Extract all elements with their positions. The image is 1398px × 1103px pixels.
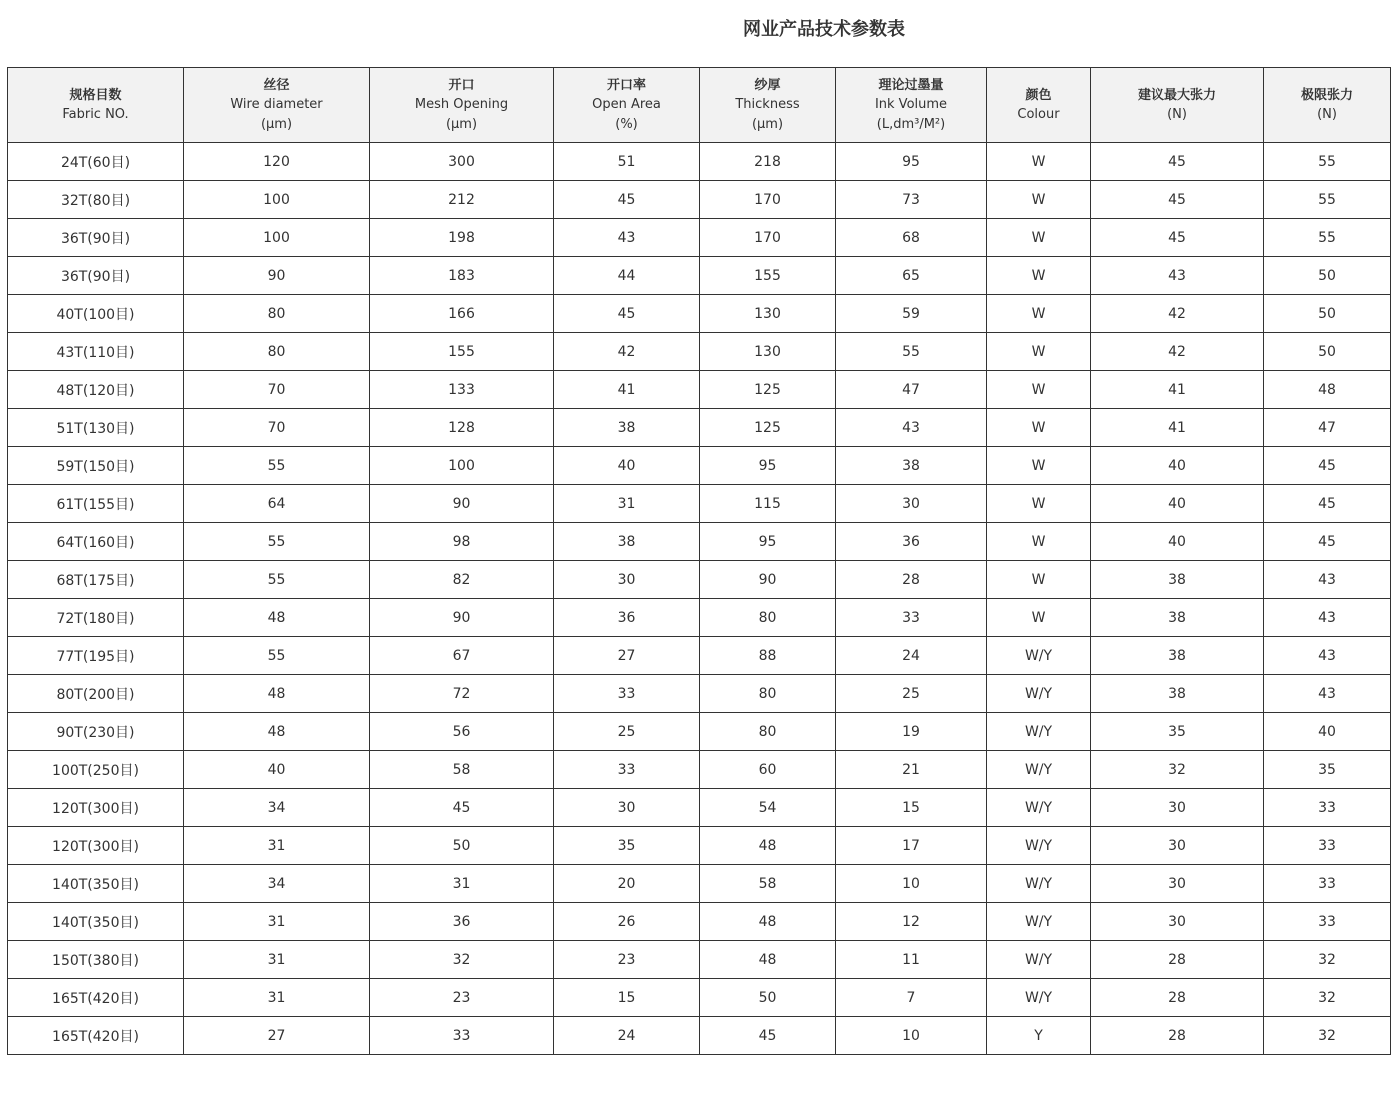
limit-tension-cell: 50 — [1264, 257, 1391, 295]
wire-diameter-cell: 48 — [184, 713, 370, 751]
thickness-cell: 48 — [700, 903, 836, 941]
fabric-no-cell: 120T(300目) — [8, 789, 184, 827]
limit-tension-cell: 55 — [1264, 181, 1391, 219]
colour-cell: W — [987, 181, 1091, 219]
ink-volume-cell: 12 — [836, 903, 987, 941]
wire-diameter-cell: 48 — [184, 675, 370, 713]
thickness-cell: 125 — [700, 371, 836, 409]
limit-tension-cell: 32 — [1264, 1017, 1391, 1055]
thickness-cell: 95 — [700, 523, 836, 561]
limit-tension-cell: 32 — [1264, 979, 1391, 1017]
max-tension-cell: 40 — [1091, 523, 1264, 561]
thickness-cell: 130 — [700, 333, 836, 371]
mesh-opening-cell: 82 — [370, 561, 554, 599]
wire-diameter-cell: 48 — [184, 599, 370, 637]
colour-cell: W — [987, 447, 1091, 485]
wire-diameter-cell: 120 — [184, 143, 370, 181]
wire-diameter-cell: 27 — [184, 1017, 370, 1055]
colour-cell: W — [987, 257, 1091, 295]
open-area-cell: 30 — [554, 561, 700, 599]
header-en-label: Fabric NO. — [62, 107, 129, 122]
thickness-cell: 115 — [700, 485, 836, 523]
colour-cell: Y — [987, 1017, 1091, 1055]
wire-diameter-cell: 31 — [184, 827, 370, 865]
fabric-no-cell: 80T(200目) — [8, 675, 184, 713]
fabric-no-cell: 120T(300目) — [8, 827, 184, 865]
open-area-cell: 27 — [554, 637, 700, 675]
max-tension-cell: 42 — [1091, 295, 1264, 333]
table-row — [8, 713, 1391, 751]
open-area-cell: 44 — [554, 257, 700, 295]
ink-volume-cell: 68 — [836, 219, 987, 257]
colour-cell: W — [987, 409, 1091, 447]
ink-volume-cell: 65 — [836, 257, 987, 295]
wire-diameter-cell: 55 — [184, 561, 370, 599]
mesh-opening-cell: 50 — [370, 827, 554, 865]
thickness-cell: 50 — [700, 979, 836, 1017]
mesh-opening-cell: 23 — [370, 979, 554, 1017]
wire-diameter-cell: 31 — [184, 941, 370, 979]
max-tension-cell: 32 — [1091, 751, 1264, 789]
fabric-no-cell: 59T(150目) — [8, 447, 184, 485]
mesh-opening-cell: 31 — [370, 865, 554, 903]
mesh-opening-cell: 100 — [370, 447, 554, 485]
thickness-cell: 218 — [700, 143, 836, 181]
mesh-opening-cell: 98 — [370, 523, 554, 561]
fabric-no-cell: 165T(420目) — [8, 979, 184, 1017]
wire-diameter-cell: 90 — [184, 257, 370, 295]
max-tension-cell: 45 — [1091, 143, 1264, 181]
mesh-opening-cell: 32 — [370, 941, 554, 979]
thickness-cell: 80 — [700, 675, 836, 713]
open-area-cell: 24 — [554, 1017, 700, 1055]
fabric-no-cell: 43T(110目) — [8, 333, 184, 371]
thickness-cell: 80 — [700, 713, 836, 751]
colour-cell: W — [987, 485, 1091, 523]
mesh-opening-cell: 212 — [370, 181, 554, 219]
max-tension-cell: 38 — [1091, 599, 1264, 637]
limit-tension-cell: 43 — [1264, 675, 1391, 713]
limit-tension-cell: 33 — [1264, 903, 1391, 941]
header-unit-label: (μm) — [751, 116, 784, 132]
thickness-cell: 54 — [700, 789, 836, 827]
wire-diameter-cell: 34 — [184, 865, 370, 903]
thickness-cell: 170 — [700, 219, 836, 257]
thickness-cell: 125 — [700, 409, 836, 447]
limit-tension-cell: 45 — [1264, 447, 1391, 485]
max-tension-cell: 43 — [1091, 257, 1264, 295]
spec-table — [7, 67, 1391, 1055]
header-en-label: Open Area — [592, 97, 661, 113]
header-en-label: (N) — [1167, 107, 1187, 122]
wire-diameter-cell: 40 — [184, 751, 370, 789]
open-area-cell: 45 — [554, 295, 700, 333]
table-row — [8, 219, 1391, 257]
max-tension-cell: 41 — [1091, 371, 1264, 409]
fabric-no-cell: 150T(380目) — [8, 941, 184, 979]
header-en-label: Colour — [1017, 107, 1060, 122]
header-fabric-no-column — [8, 68, 184, 143]
open-area-cell: 31 — [554, 485, 700, 523]
max-tension-cell: 38 — [1091, 561, 1264, 599]
max-tension-cell: 30 — [1091, 789, 1264, 827]
limit-tension-cell: 47 — [1264, 409, 1391, 447]
header-zh-label: 开口 — [448, 77, 475, 93]
fabric-no-cell: 40T(100目) — [8, 295, 184, 333]
header-unit-label: (μm) — [445, 116, 478, 132]
open-area-cell: 38 — [554, 409, 700, 447]
wire-diameter-cell: 100 — [184, 219, 370, 257]
mesh-opening-cell: 90 — [370, 599, 554, 637]
ink-volume-cell: 17 — [836, 827, 987, 865]
colour-cell: W — [987, 333, 1091, 371]
limit-tension-cell: 40 — [1264, 713, 1391, 751]
max-tension-cell: 42 — [1091, 333, 1264, 371]
limit-tension-cell: 48 — [1264, 371, 1391, 409]
wire-diameter-cell: 80 — [184, 295, 370, 333]
colour-cell: W/Y — [987, 751, 1091, 789]
colour-cell: W — [987, 219, 1091, 257]
header-en-label: Mesh Opening — [414, 97, 509, 113]
table-row — [8, 409, 1391, 447]
header-mesh-opening-column — [370, 68, 554, 143]
table-row — [8, 979, 1391, 1017]
header-unit-label: (L,dm³/M²) — [876, 116, 946, 132]
colour-cell: W — [987, 561, 1091, 599]
limit-tension-cell: 45 — [1264, 523, 1391, 561]
max-tension-cell: 28 — [1091, 941, 1264, 979]
limit-tension-cell: 32 — [1264, 941, 1391, 979]
thickness-cell: 45 — [700, 1017, 836, 1055]
wire-diameter-cell: 31 — [184, 903, 370, 941]
fabric-no-cell: 77T(195目) — [8, 637, 184, 675]
thickness-cell: 95 — [700, 447, 836, 485]
header-wire-diameter-column — [184, 68, 370, 143]
table-row — [8, 257, 1391, 295]
thickness-cell: 130 — [700, 295, 836, 333]
colour-cell: W/Y — [987, 941, 1091, 979]
table-row — [8, 941, 1391, 979]
max-tension-cell: 45 — [1091, 181, 1264, 219]
colour-cell: W/Y — [987, 865, 1091, 903]
header-open-area-column — [554, 68, 700, 143]
max-tension-cell: 41 — [1091, 409, 1264, 447]
table-row — [8, 295, 1391, 333]
mesh-opening-cell: 72 — [370, 675, 554, 713]
mesh-opening-cell: 155 — [370, 333, 554, 371]
fabric-no-cell: 100T(250目) — [8, 751, 184, 789]
limit-tension-cell: 43 — [1264, 599, 1391, 637]
header-max-tension-column — [1091, 68, 1264, 143]
max-tension-cell: 45 — [1091, 219, 1264, 257]
open-area-cell: 20 — [554, 865, 700, 903]
table-body — [8, 143, 1391, 1055]
open-area-cell: 38 — [554, 523, 700, 561]
colour-cell: W — [987, 523, 1091, 561]
colour-cell: W/Y — [987, 827, 1091, 865]
colour-cell: W/Y — [987, 979, 1091, 1017]
ink-volume-cell: 73 — [836, 181, 987, 219]
fabric-no-cell: 61T(155目) — [8, 485, 184, 523]
wire-diameter-cell: 100 — [184, 181, 370, 219]
colour-cell: W — [987, 599, 1091, 637]
fabric-no-cell: 68T(175目) — [8, 561, 184, 599]
header-row — [8, 68, 1391, 143]
max-tension-cell: 38 — [1091, 675, 1264, 713]
header-zh-label: 颜色 — [1025, 87, 1052, 103]
ink-volume-cell: 43 — [836, 409, 987, 447]
max-tension-cell: 30 — [1091, 865, 1264, 903]
thickness-cell: 60 — [700, 751, 836, 789]
mesh-opening-cell: 133 — [370, 371, 554, 409]
header-zh-label: 开口率 — [606, 77, 646, 93]
thickness-cell: 80 — [700, 599, 836, 637]
table-header — [8, 68, 1391, 143]
colour-cell: W/Y — [987, 903, 1091, 941]
mesh-opening-cell: 36 — [370, 903, 554, 941]
table-row — [8, 1017, 1391, 1055]
header-unit-label: (μm) — [260, 116, 293, 132]
colour-cell: W — [987, 143, 1091, 181]
max-tension-cell: 38 — [1091, 637, 1264, 675]
table-row — [8, 523, 1391, 561]
limit-tension-cell: 43 — [1264, 637, 1391, 675]
open-area-cell: 25 — [554, 713, 700, 751]
limit-tension-cell: 43 — [1264, 561, 1391, 599]
wire-diameter-cell: 55 — [184, 523, 370, 561]
max-tension-cell: 40 — [1091, 447, 1264, 485]
fabric-no-cell: 24T(60目) — [8, 143, 184, 181]
limit-tension-cell: 55 — [1264, 143, 1391, 181]
header-thickness-column — [700, 68, 836, 143]
fabric-no-cell: 51T(130目) — [8, 409, 184, 447]
ink-volume-cell: 36 — [836, 523, 987, 561]
table-row — [8, 143, 1391, 181]
open-area-cell: 26 — [554, 903, 700, 941]
fabric-no-cell: 32T(80目) — [8, 181, 184, 219]
mesh-opening-cell: 56 — [370, 713, 554, 751]
ink-volume-cell: 21 — [836, 751, 987, 789]
limit-tension-cell: 35 — [1264, 751, 1391, 789]
table-row — [8, 333, 1391, 371]
colour-cell: W/Y — [987, 675, 1091, 713]
mesh-opening-cell: 58 — [370, 751, 554, 789]
wire-diameter-cell: 80 — [184, 333, 370, 371]
mesh-opening-cell: 33 — [370, 1017, 554, 1055]
fabric-no-cell: 140T(350目) — [8, 903, 184, 941]
header-zh-label: 规格目数 — [69, 87, 122, 103]
wire-diameter-cell: 31 — [184, 979, 370, 1017]
thickness-cell: 48 — [700, 941, 836, 979]
fabric-no-cell: 165T(420目) — [8, 1017, 184, 1055]
table-row — [8, 637, 1391, 675]
mesh-opening-cell: 90 — [370, 485, 554, 523]
limit-tension-cell: 55 — [1264, 219, 1391, 257]
table-row — [8, 485, 1391, 523]
header-en-label: Thickness — [735, 97, 800, 113]
header-zh-label: 纱厚 — [754, 77, 781, 93]
header-zh-label: 理论过墨量 — [878, 77, 944, 93]
open-area-cell: 33 — [554, 675, 700, 713]
open-area-cell: 35 — [554, 827, 700, 865]
header-en-label: (N) — [1317, 107, 1337, 122]
ink-volume-cell: 59 — [836, 295, 987, 333]
open-area-cell: 51 — [554, 143, 700, 181]
mesh-opening-cell: 128 — [370, 409, 554, 447]
colour-cell: W/Y — [987, 789, 1091, 827]
ink-volume-cell: 10 — [836, 1017, 987, 1055]
thickness-cell: 170 — [700, 181, 836, 219]
max-tension-cell: 28 — [1091, 979, 1264, 1017]
open-area-cell: 43 — [554, 219, 700, 257]
fabric-no-cell: 36T(90目) — [8, 219, 184, 257]
open-area-cell: 23 — [554, 941, 700, 979]
limit-tension-cell: 33 — [1264, 865, 1391, 903]
table-row — [8, 789, 1391, 827]
open-area-cell: 15 — [554, 979, 700, 1017]
header-limit-tension-column — [1264, 68, 1391, 143]
ink-volume-cell: 28 — [836, 561, 987, 599]
mesh-opening-cell: 166 — [370, 295, 554, 333]
ink-volume-cell: 24 — [836, 637, 987, 675]
table-row — [8, 903, 1391, 941]
fabric-no-cell: 64T(160目) — [8, 523, 184, 561]
table-row — [8, 447, 1391, 485]
limit-tension-cell: 33 — [1264, 827, 1391, 865]
table-row — [8, 561, 1391, 599]
mesh-opening-cell: 45 — [370, 789, 554, 827]
max-tension-cell: 30 — [1091, 903, 1264, 941]
header-en-label: Wire diameter — [230, 97, 323, 113]
wire-diameter-cell: 64 — [184, 485, 370, 523]
limit-tension-cell: 33 — [1264, 789, 1391, 827]
max-tension-cell: 28 — [1091, 1017, 1264, 1055]
open-area-cell: 40 — [554, 447, 700, 485]
table-row — [8, 371, 1391, 409]
fabric-no-cell: 48T(120目) — [8, 371, 184, 409]
ink-volume-cell: 7 — [836, 979, 987, 1017]
header-unit-label: (%) — [615, 116, 638, 132]
open-area-cell: 36 — [554, 599, 700, 637]
open-area-cell: 42 — [554, 333, 700, 371]
table-row — [8, 751, 1391, 789]
ink-volume-cell: 47 — [836, 371, 987, 409]
ink-volume-cell: 11 — [836, 941, 987, 979]
wire-diameter-cell: 55 — [184, 447, 370, 485]
colour-cell: W — [987, 371, 1091, 409]
fabric-no-cell: 72T(180目) — [8, 599, 184, 637]
limit-tension-cell: 45 — [1264, 485, 1391, 523]
header-en-label: Ink Volume — [874, 97, 948, 113]
table-row — [8, 675, 1391, 713]
limit-tension-cell: 50 — [1264, 295, 1391, 333]
open-area-cell: 30 — [554, 789, 700, 827]
open-area-cell: 45 — [554, 181, 700, 219]
header-ink-volume-column — [836, 68, 987, 143]
thickness-cell: 88 — [700, 637, 836, 675]
page-title: 网业产品技术参数表 — [743, 19, 905, 40]
ink-volume-cell: 38 — [836, 447, 987, 485]
table-row — [8, 865, 1391, 903]
ink-volume-cell: 25 — [836, 675, 987, 713]
header-colour-column — [987, 68, 1091, 143]
table-row — [8, 181, 1391, 219]
mesh-opening-cell: 183 — [370, 257, 554, 295]
thickness-cell: 58 — [700, 865, 836, 903]
mesh-opening-cell: 300 — [370, 143, 554, 181]
colour-cell: W/Y — [987, 713, 1091, 751]
wire-diameter-cell: 55 — [184, 637, 370, 675]
wire-diameter-cell: 34 — [184, 789, 370, 827]
mesh-opening-cell: 67 — [370, 637, 554, 675]
header-zh-label: 极限张力 — [1300, 87, 1353, 103]
fabric-no-cell: 140T(350目) — [8, 865, 184, 903]
ink-volume-cell: 30 — [836, 485, 987, 523]
table-row — [8, 599, 1391, 637]
wire-diameter-cell: 70 — [184, 409, 370, 447]
colour-cell: W — [987, 295, 1091, 333]
thickness-cell: 155 — [700, 257, 836, 295]
thickness-cell: 90 — [700, 561, 836, 599]
ink-volume-cell: 15 — [836, 789, 987, 827]
open-area-cell: 41 — [554, 371, 700, 409]
open-area-cell: 33 — [554, 751, 700, 789]
table-row — [8, 827, 1391, 865]
fabric-no-cell: 90T(230目) — [8, 713, 184, 751]
header-zh-label: 丝径 — [263, 77, 290, 93]
mesh-opening-cell: 198 — [370, 219, 554, 257]
thickness-cell: 48 — [700, 827, 836, 865]
ink-volume-cell: 55 — [836, 333, 987, 371]
max-tension-cell: 30 — [1091, 827, 1264, 865]
colour-cell: W/Y — [987, 637, 1091, 675]
fabric-no-cell: 36T(90目) — [8, 257, 184, 295]
ink-volume-cell: 19 — [836, 713, 987, 751]
limit-tension-cell: 50 — [1264, 333, 1391, 371]
max-tension-cell: 35 — [1091, 713, 1264, 751]
wire-diameter-cell: 70 — [184, 371, 370, 409]
max-tension-cell: 40 — [1091, 485, 1264, 523]
ink-volume-cell: 10 — [836, 865, 987, 903]
ink-volume-cell: 33 — [836, 599, 987, 637]
ink-volume-cell: 95 — [836, 143, 987, 181]
header-zh-label: 建议最大张力 — [1137, 87, 1216, 103]
